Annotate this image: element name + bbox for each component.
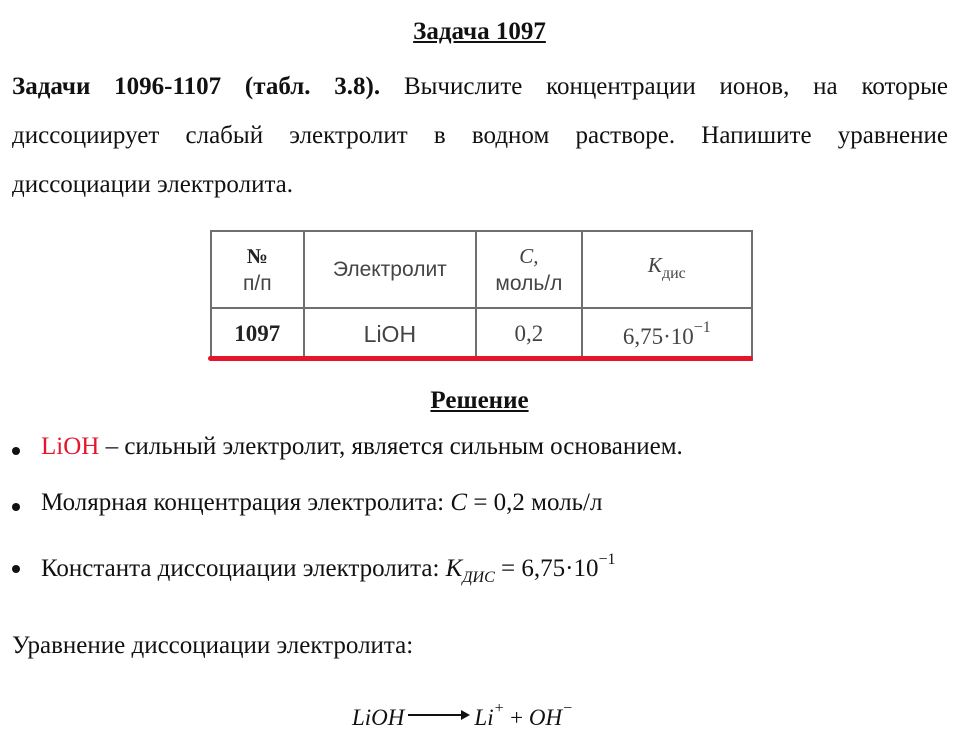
cell-electrolyte: LiOH [304, 308, 477, 360]
reaction-arrow-icon [408, 710, 470, 720]
data-table [210, 230, 753, 361]
bullet-icon [12, 503, 20, 511]
document-page: Задача 1097 Задачи 1096-1107 (табл. 3.8). Вычислите концентрации ионов, на которые диссоциирует слабый электролит в водном растворе. Напишите уравнение диссоциации электролита. № п/п Электролит C, моль/л $K_{дис}$ 1097 LiOH 0,2 $6,75\cdot 10^{-1}$ Решение LiOH – сильный электролит, является сильным основанием. Молярная концентрация электролита: C = 0,2 моль/л Константа диссоциации электролита: $K_{ДИС} = 6,75\cdot 10^{-1}$ Уравнение диссоциации электролита: LiOH Li+ + OH− [0, 0, 959, 722]
task-title: Задача 1097 [413, 18, 546, 45]
cell-number: 1097 [211, 308, 304, 360]
table-row [211, 308, 752, 360]
data-table-wrapper [210, 230, 753, 361]
table-header-row [211, 231, 752, 308]
cell-concentration: 0,2 [476, 308, 582, 360]
bullet-icon [12, 447, 20, 455]
solution-title: Решение [430, 387, 529, 414]
dissociation-equation: LiOH Li+ + OH− [352, 700, 573, 730]
header-number: № п/п [211, 231, 304, 308]
bullet-icon [12, 565, 20, 573]
row-highlight-underline [208, 356, 753, 361]
electrolyte-highlight: LiOH [41, 433, 100, 460]
header-kdis: $K_{дис}$ [582, 231, 752, 308]
header-concentration: C, моль/л [476, 231, 582, 308]
cell-kdis: $6,75\cdot 10^{-1}$ [582, 308, 752, 360]
header-electrolyte: Электролит [304, 231, 477, 308]
task-range-label: Задачи 1096-1107 (табл. 3.8). [12, 73, 381, 100]
equation-label: Уравнение диссоциации электролита: [12, 632, 414, 659]
task-text: Вычислите концентрации ионов, на которые диссоциирует слабый электролит в водном растворе. Напишите уравнение диссоциации электролита. [12, 73, 948, 198]
task-statement [12, 62, 948, 209]
